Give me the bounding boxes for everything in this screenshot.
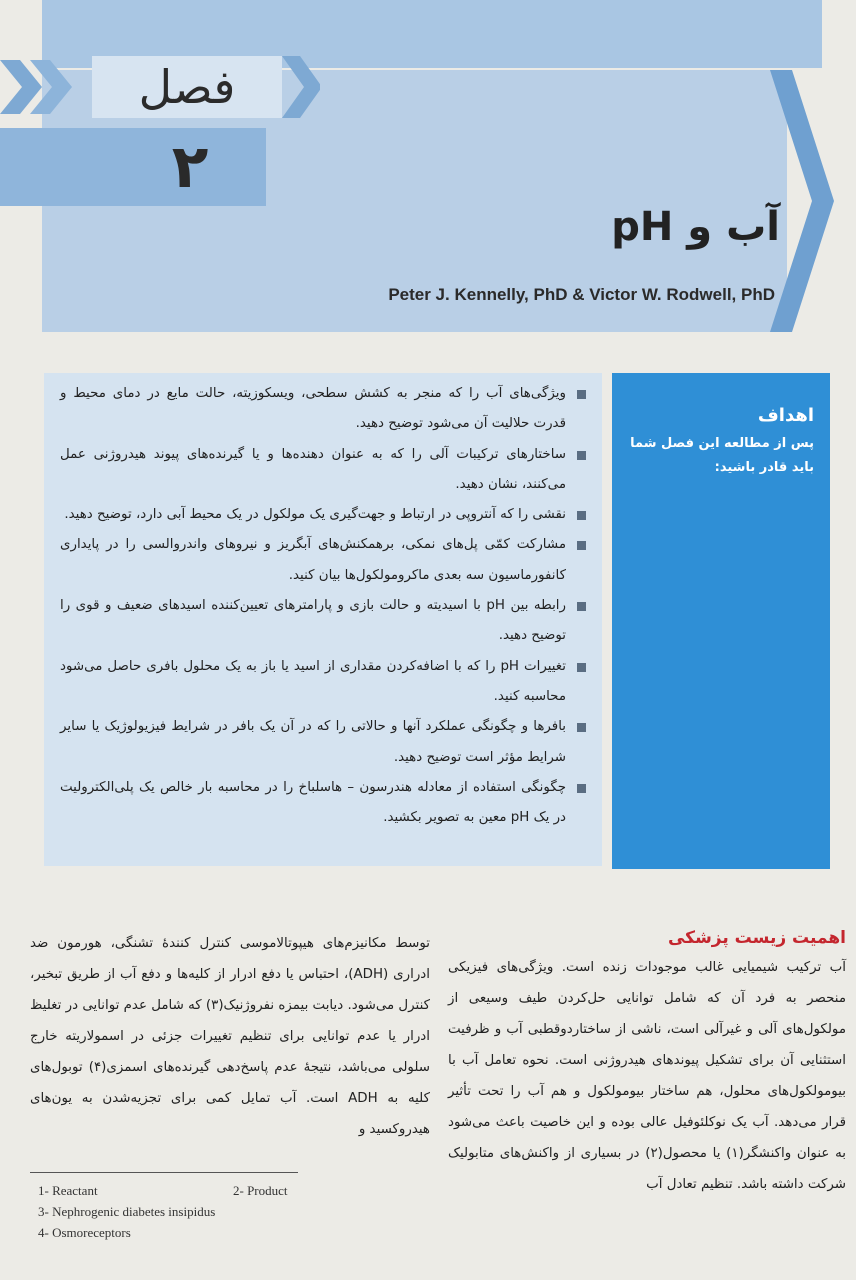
objective-item: چگونگی استفاده از معادله هندرسون – هاسلباخ را در محاسبه بار خالص یک پلی‌الکترولیت در یک pH معین به تصویر بکشید. — [60, 773, 588, 834]
footnote-2: 2- Product — [233, 1183, 288, 1198]
continuation-paragraph: توسط مکانیزم‌های هیپوتالاموسی کنترل کنندهٔ تشنگی، هورمون ضد ادراری (ADH)، احتباس یا دفع ادرار از کلیه‌ها و دفع آب از طریق تبخیر، کنترل می‌شود. دیابت بیمزه نفروژنیک(۳) که شامل عدم توانایی در تغلیظ ادرار یا عدم توانایی برای تنظیم تغییرات جزئی در اسمولاریته خارج سلولی می‌باشد، نتیجهٔ عدم پاسخ‌دهی گیرنده‌های اسمزی(۴) توبول‌های کلیه به ADH است. آب تمایل کمی برای تجزیه‌شدن به یون‌های هیدروکسید و — [30, 936, 430, 1137]
footnote-1: 1- Reactant — [38, 1183, 98, 1198]
objective-item: رابطه بین pH با اسیدیته و حالت بازی و پارامترهای تعیین‌کننده اسیدهای ضعیف و قوی را توضیح دهید. — [60, 591, 588, 652]
objective-item: تغییرات pH را که با اضافه‌کردن مقداری از اسید یا باز به یک محلول بافری حاصل می‌شود محاسبه کنید. — [60, 652, 588, 713]
objective-item: نقشی را که آنتروپی در ارتباط و جهت‌گیری یک مولکول در یک محیط آبی دارد، توضیح دهید. — [60, 500, 588, 530]
goals-panel — [612, 373, 830, 869]
chapter-authors: Peter J. Kennelly, PhD & Victor W. Rodwell, PhD — [388, 285, 775, 304]
objective-item: ویژگی‌های آب را که منجر به کشش سطحی، ویسکوزیته، حالت مایع در دمای محیط و قدرت حلالیت آن می‌شود توضیح دهید. — [60, 379, 588, 440]
objective-item: مشارکت کمّی پل‌های نمکی، برهمکنش‌های آبگریز و نیروهای واندروالسی را در پایداری کانفورماسیون سه بعدی ماکرومولکول‌ها بیان کنید. — [60, 530, 588, 591]
chapter-label: فصل — [138, 60, 236, 114]
goals-heading: اهداف — [757, 405, 814, 426]
biomedical-paragraph: آب ترکیب شیمیایی غالب موجودات زنده است. ویژگی‌های فیزیکی منحصر به فرد آن که شامل توانایی حل‌کردن طیف وسیعی از مولکول‌های آلی و غیرآلی است، ناشی از ساختاردوقطبی آب و ظرفیت استثنایی آن برای تشکیل پیوندهای هیدروژنی است. نحوه تعامل آب با بیومولکول‌های محلول، هم ساختار بیومولکول و هم آب را تحت تأثیر قرار می‌دهد. آب یک نوکلئوفیل عالی بوده و این خاصیت باعث می‌شود به عنوان واکنشگر(۱) یا محصول(۲) در بسیاری از واکنش‌های متابولیک شرکت داشته باشد. تنظیم تعادل آب — [448, 960, 846, 1192]
objective-item: بافرها و چگونگی عملکرد آنها و حالاتی را که در آن یک بافر در شرایط فیزیولوژیک یا سایر شرایط مؤثر است توضیح دهید. — [60, 712, 588, 773]
chapter-number: ۲ — [171, 132, 209, 202]
continuation-column — [30, 928, 430, 1145]
goals-intro: پس از مطالعه این فصل شما باید قادر باشید: — [630, 436, 814, 475]
footnote-4: 4- Osmoreceptors — [38, 1225, 131, 1240]
footnote-divider — [30, 1172, 298, 1173]
chapter-title: آب و pH — [611, 204, 780, 250]
chevron-decoration-right — [770, 70, 840, 332]
objectives-list — [44, 373, 602, 833]
biomedical-section — [448, 928, 846, 1200]
footnote-3: 3- Nephrogenic diabetes insipidus — [38, 1204, 216, 1219]
objective-item: ساختارهای ترکیبات آلی را که به عنوان دهنده‌ها و یا گیرنده‌های پیوند هیدروژنی عمل می‌کنند، نشان دهید. — [60, 440, 588, 501]
biomedical-heading: اهمیت زیست پزشکی — [667, 928, 846, 948]
footnotes — [38, 1180, 338, 1243]
objectives-box — [44, 373, 602, 866]
